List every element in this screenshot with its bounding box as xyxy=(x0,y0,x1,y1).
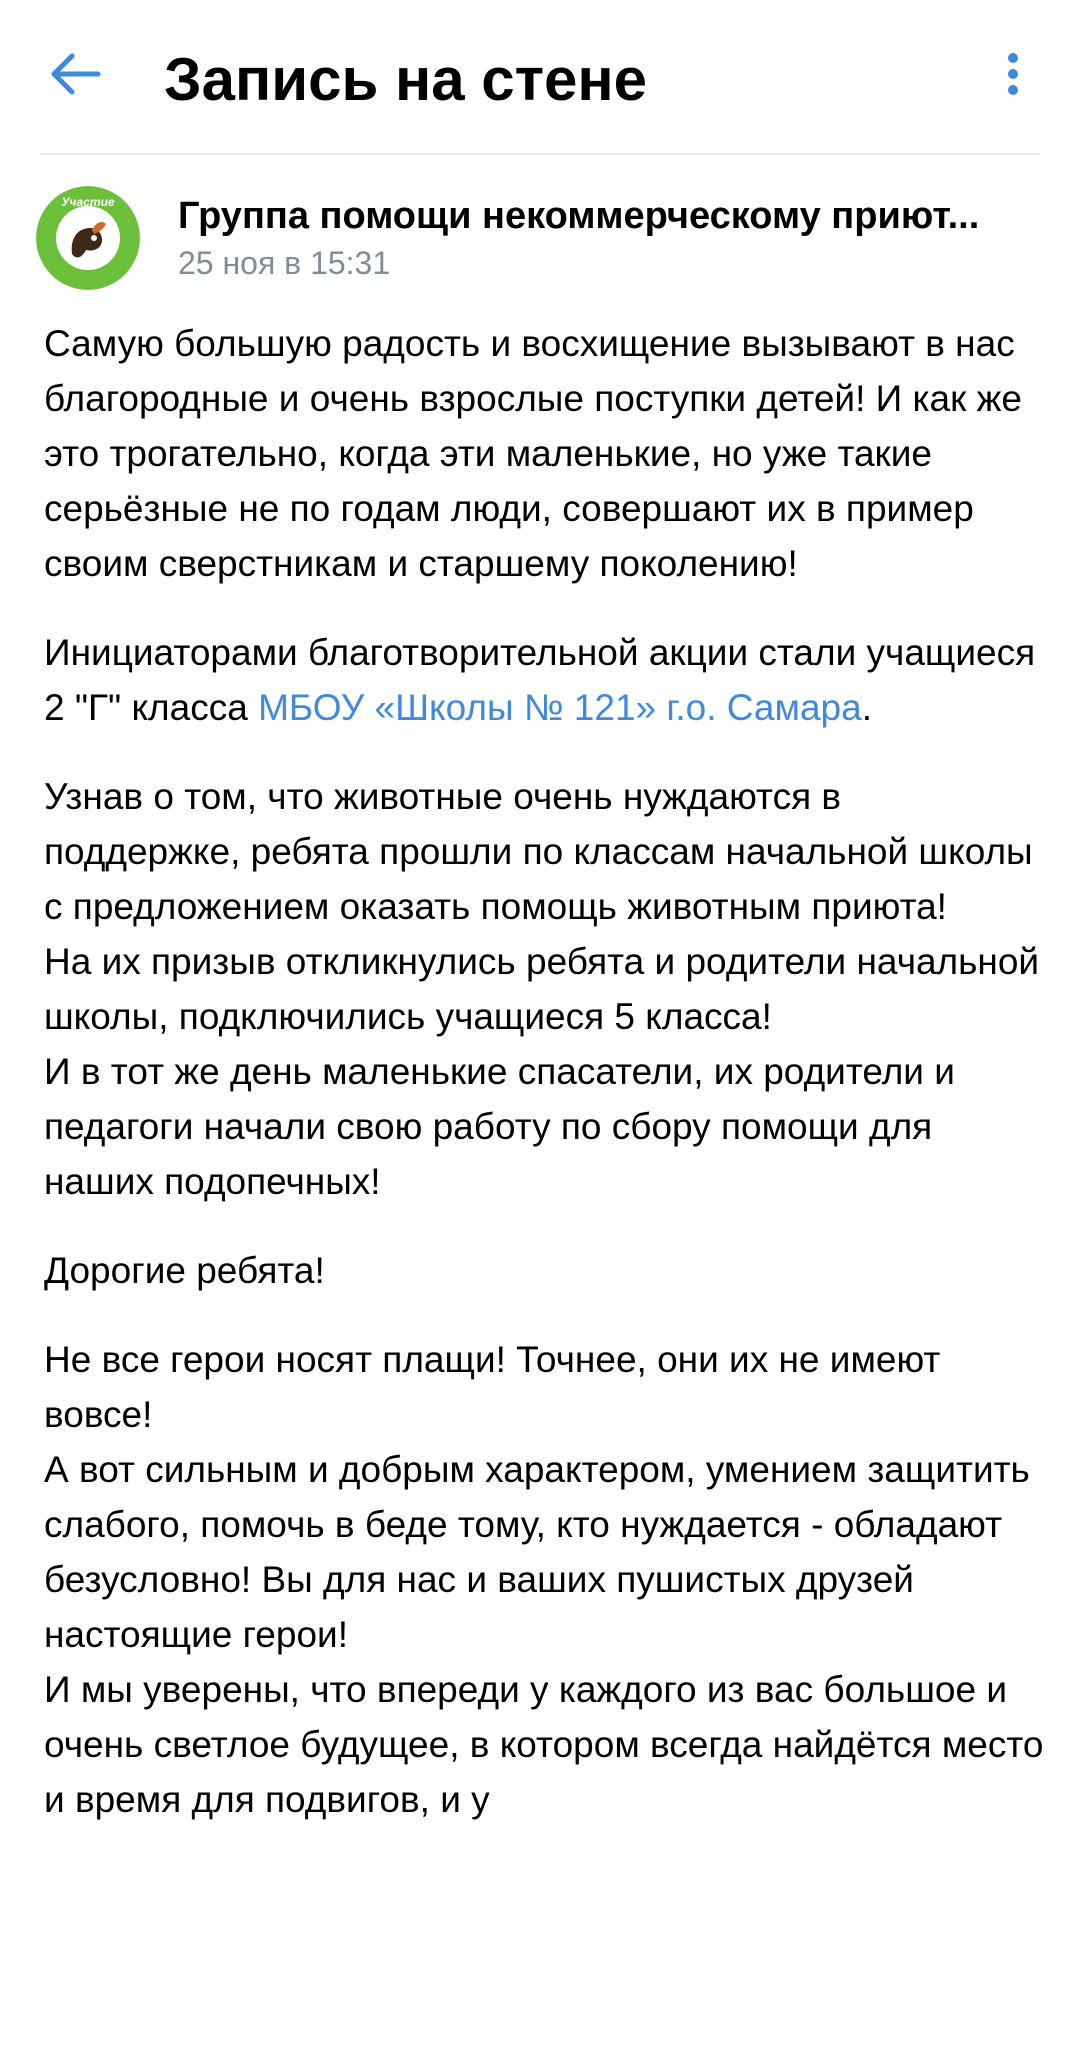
top-bar xyxy=(0,0,1080,156)
page-title: Запись на стене xyxy=(164,46,648,113)
paragraph-5 xyxy=(44,1332,1044,1827)
paragraph-3-line-1: Узнав о том, что животные очень нуждаются в поддержке, ребята прошли по классам начальной школы с предложением оказать помощь животным приюта! xyxy=(44,776,1033,927)
more-vertical-icon xyxy=(1006,52,1020,101)
paragraph-5-line-2: А вот сильным и добрым характером, умением защитить слабого, помочь в беде тому, кто нуждается - обладают безусловно! Вы для нас и ваших пушистых друзей настоящие герои! xyxy=(44,1449,1030,1655)
arrow-left-icon xyxy=(50,52,102,101)
paragraph-3 xyxy=(44,769,1044,1209)
group-avatar[interactable] xyxy=(36,186,140,290)
post-date: 25 ноя в 15:31 xyxy=(178,245,391,281)
avatar-logo-text: Участие xyxy=(61,195,115,209)
paragraph-1: Самую большую радость и восхищение вызывают в нас благородные и очень взрослые поступки детей! И как же это трогательно, когда эти маленькие, но уже такие серьёзные не по годам люди, совершают их в пример своим сверстникам и старшему поколению! xyxy=(44,323,1022,584)
paragraph-2-text: Инициаторами благотворительной акции стали учащиеся 2 "Г" класса xyxy=(44,632,1036,728)
paragraph-5-line-3: И мы уверены, что впереди у каждого из вас большое и очень светлое будущее, в котором всегда найдётся место и время для подвигов, и у xyxy=(44,1669,1044,1820)
paragraph-5-line-1: Не все герои носят плащи! Точнее, они их не имеют вовсе! xyxy=(44,1339,941,1435)
more-options-button[interactable] xyxy=(988,40,1038,112)
post-text xyxy=(44,316,1044,1861)
paragraph-3-line-3: И в тот же день маленькие спасатели, их родители и педагоги начали свою работу по сбору помощи для наших подопечных! xyxy=(44,1051,955,1202)
school-link[interactable]: МБОУ «Школы № 121» г.о. Самара xyxy=(258,687,862,728)
post-header xyxy=(36,186,1046,286)
back-button[interactable] xyxy=(40,40,112,112)
paragraph-4: Дорогие ребята! xyxy=(44,1250,325,1291)
paragraph-2 xyxy=(44,625,1044,735)
paragraph-2-suffix: . xyxy=(861,687,872,728)
group-name-link[interactable]: Группа помощи некоммерческому приют... xyxy=(178,195,980,237)
paragraph-3-line-2: На их призыв откликнулись ребята и родители начальной школы, подключились учащиеся 5 класса! xyxy=(44,941,1040,1037)
header-divider xyxy=(40,153,1040,155)
